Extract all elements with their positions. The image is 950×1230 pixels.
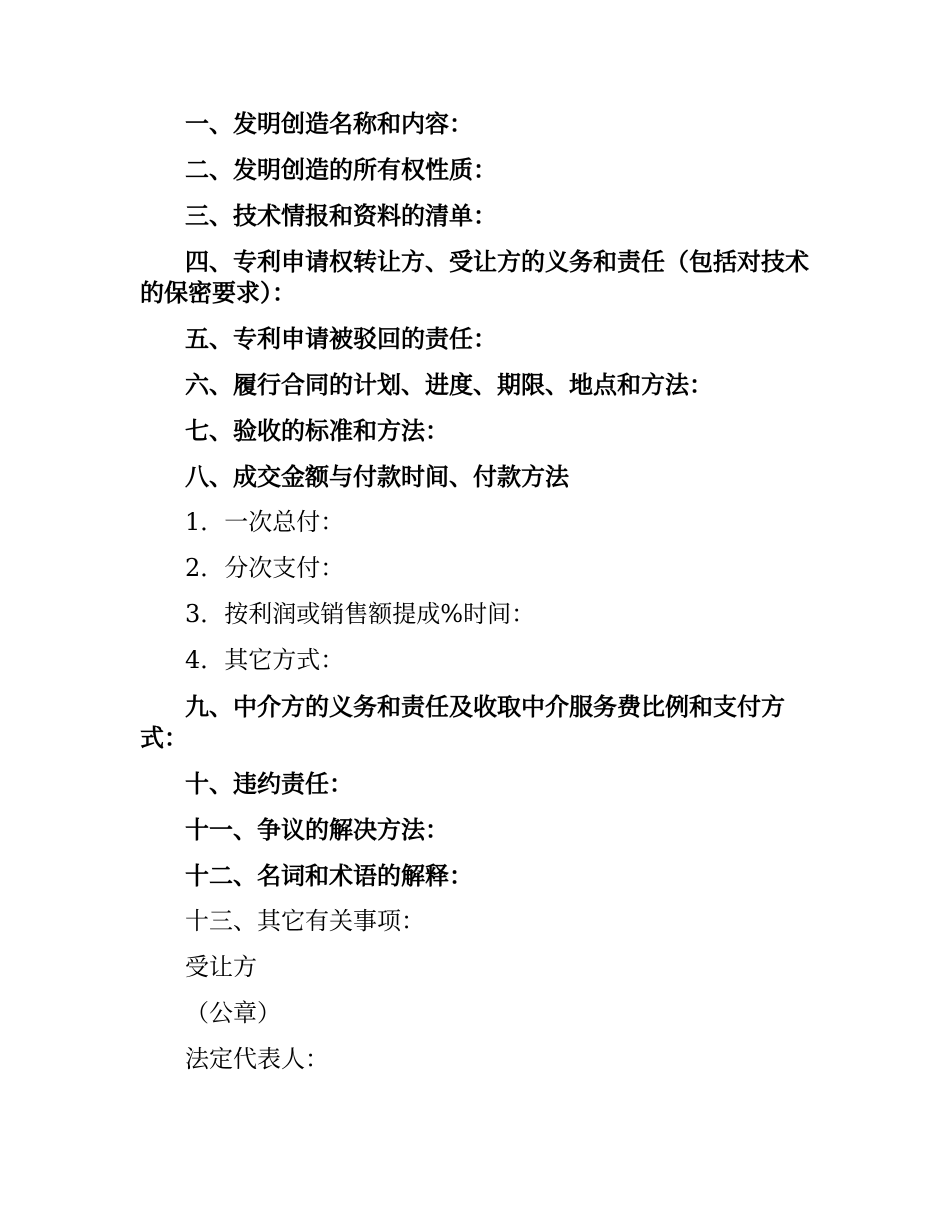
clause-9-intermediary: 九、中介方的义务和责任及收取中介服务费比例和支付方式： [140, 692, 785, 752]
legal-representative-label: 法定代表人： [185, 1045, 329, 1073]
payment-option-4: 4．其它方式： [185, 646, 345, 674]
official-seal-label: （公章） [185, 999, 281, 1027]
document-body [140, 108, 810, 1090]
clause-12-terms: 十二、名词和术语的解释： [185, 861, 473, 890]
clause-2-ownership: 二、发明创造的所有权性质： [185, 155, 497, 184]
payment-option-1: 1．一次总付： [185, 508, 345, 536]
clause-5-rejection-liability: 五、专利申请被驳回的责任： [185, 324, 497, 353]
clause-6-performance-plan: 六、履行合同的计划、进度、期限、地点和方法： [185, 370, 713, 399]
clause-7-acceptance: 七、验收的标准和方法： [185, 416, 449, 445]
clause-11-disputes: 十一、争议的解决方法： [185, 815, 449, 844]
clause-10-breach: 十、违约责任： [185, 769, 353, 798]
clause-8-payment: 八、成交金额与付款时间、付款方法 [185, 462, 569, 491]
clause-4-obligations: 四、专利申请权转让方、受让方的义务和责任（包括对技术的保密要求）： [140, 247, 809, 307]
payment-option-3: 3．按利润或销售额提成%时间： [185, 600, 536, 628]
assignee-label: 受让方 [185, 953, 257, 981]
payment-option-2: 2．分次支付： [185, 554, 345, 582]
clause-3-technical-data: 三、技术情报和资料的清单： [185, 201, 497, 230]
clause-1-invention-name: 一、发明创造名称和内容： [185, 109, 473, 138]
clause-13-other-matters: 十三、其它有关事项： [185, 907, 425, 935]
